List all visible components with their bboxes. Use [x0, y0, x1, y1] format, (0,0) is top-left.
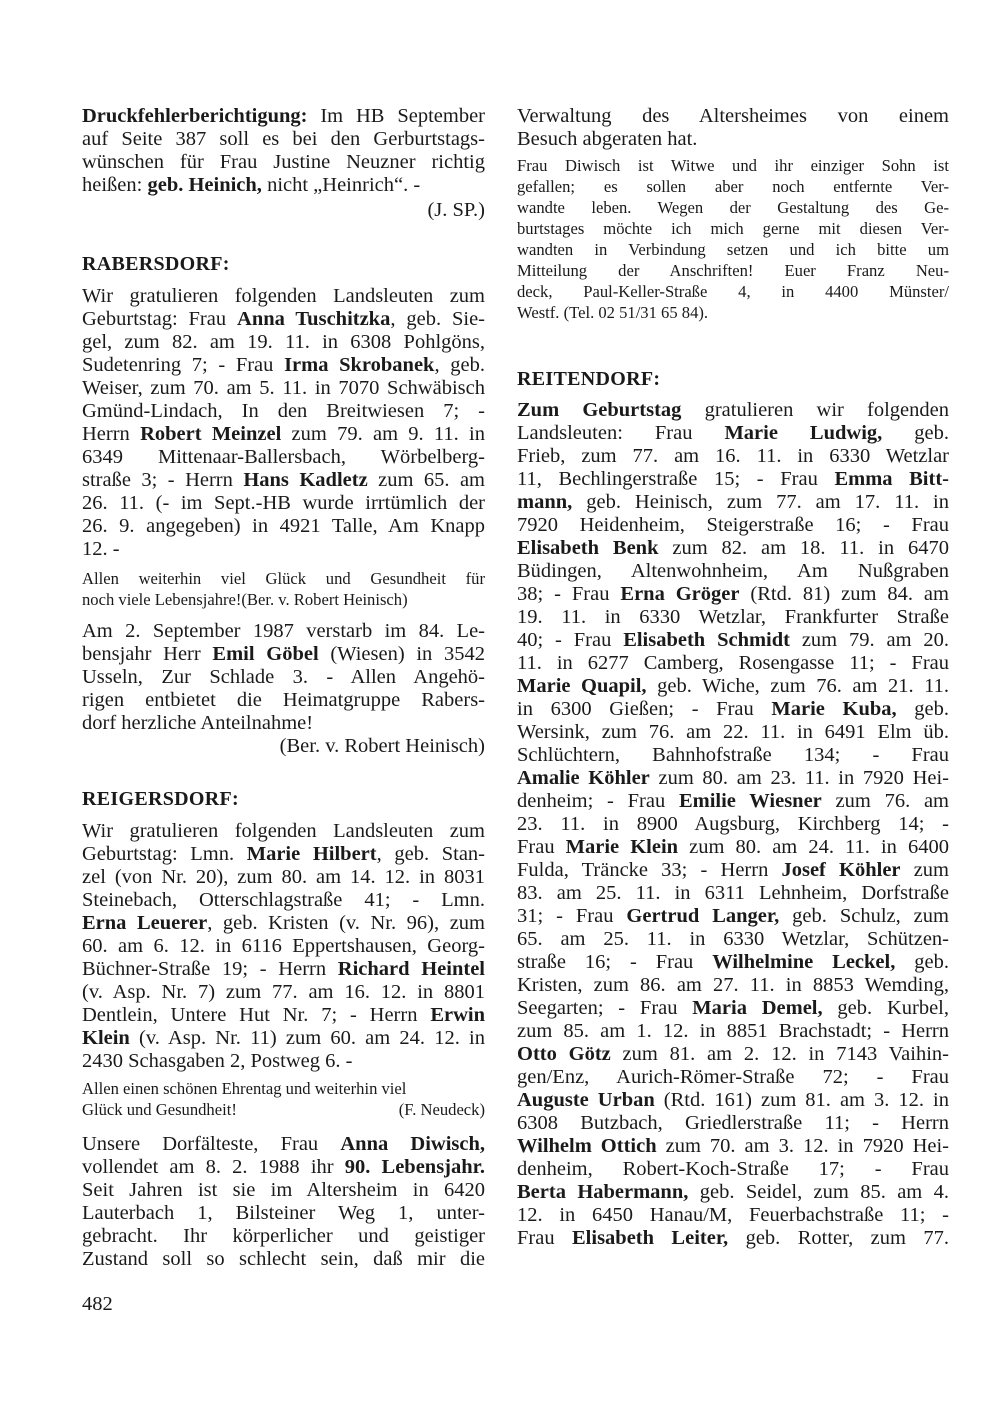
bold-name: Amalie Köhler [517, 767, 650, 789]
text-segment: 31; - Frau [517, 905, 627, 927]
text-line [517, 675, 949, 698]
page-number: 482 [82, 1293, 113, 1315]
text-line [517, 155, 949, 176]
bold-name: Marie Quapil, [517, 675, 647, 697]
text-line [517, 537, 949, 560]
attribution: (J. SP.) [427, 199, 485, 221]
section-heading: REIGERSDORF: [82, 788, 239, 810]
text-segment: 6308 Butzbach, Griedlerstraße 11; - Herrn [517, 1112, 949, 1134]
text-line [82, 820, 485, 843]
text-segment: Seegarten; - Frau [517, 997, 693, 1019]
text-line [82, 620, 485, 643]
text-segment: Usseln, Zur Schlade 3. - Allen Angehö- [82, 666, 485, 688]
text-line [82, 666, 485, 689]
text-segment: heißen: [82, 174, 148, 196]
text-line [517, 105, 949, 128]
text-line [517, 767, 949, 790]
text-line [517, 281, 949, 302]
text-line [82, 423, 485, 446]
text-segment: Im HB September [307, 105, 485, 127]
paragraph [82, 620, 485, 735]
text-line [517, 197, 949, 218]
text-line [82, 1248, 485, 1271]
text-line [82, 1078, 485, 1099]
text-line [517, 1043, 949, 1066]
text-line [517, 1181, 949, 1204]
text-segment: zum 82. am 18. 11. in 6470 [658, 537, 949, 559]
bold-name: Marie Hilbert [246, 843, 377, 865]
text-line [82, 1225, 485, 1248]
paragraph [517, 399, 949, 1250]
text-segment: zum 79. am 9. 11. in [281, 423, 485, 445]
text-line [517, 813, 949, 836]
text-line [82, 331, 485, 354]
text-segment: straße 3; - Herrn [82, 469, 244, 491]
text-line [517, 1066, 949, 1089]
text-segment: Verwaltung des Altersheimes von einem [517, 105, 949, 127]
small-paragraph [82, 568, 485, 610]
text-line [517, 1135, 949, 1158]
text-segment: auf Seite 387 soll es bei den Gerburtstags- [82, 128, 485, 150]
text-segment: 2430 Schasgaben 2, Postweg 6. - [82, 1050, 353, 1072]
text-segment: dorf herzliche Anteilnahme! [82, 712, 314, 734]
section-heading: REITENDORF: [517, 368, 661, 390]
text-segment: zum 65. am [367, 469, 485, 491]
text-line [517, 974, 949, 997]
text-segment: geb. [895, 951, 949, 973]
text-line [517, 1204, 949, 1227]
section-heading: RABERSDORF: [82, 253, 230, 275]
text-segment: geb. Heinisch, zum 77. am 17. 11. in [572, 491, 949, 513]
text-line [517, 583, 949, 606]
text-segment: nicht „Heinrich“. - [261, 174, 421, 196]
text-segment: vollendet am 8. 2. 1988 ihr [82, 1156, 345, 1178]
text-line [82, 1133, 485, 1156]
text-segment: zum 70. am 3. 12. in 7920 Hei- [656, 1135, 949, 1157]
text-segment: 83. am 25. 11. in 6311 Lehnheim, Dorfstraße [517, 882, 949, 904]
text-line [517, 399, 949, 422]
text-segment: Zustand soll so schlecht sein, daß mir die [82, 1248, 485, 1270]
text-segment: , geb. Stan- [376, 843, 485, 865]
text-segment: Frau [517, 836, 566, 858]
bold-name: Erwin [430, 1004, 485, 1026]
text-segment: Lauterbach 1, Bilsteiner Weg 1, unter- [82, 1202, 485, 1224]
text-segment: 11, Bechlingerstraße 15; - Frau [517, 468, 835, 490]
text-segment: , geb. [434, 354, 485, 376]
text-segment: denheim; - Frau [517, 790, 679, 812]
text-line [82, 151, 485, 174]
text-line [82, 354, 485, 377]
text-line [517, 560, 949, 583]
bold-name: Irma Skrobanek [284, 354, 435, 376]
text-line [82, 866, 485, 889]
text-segment: zum 85. am 1. 12. in 8851 Brachstadt; - Herrn [517, 1020, 949, 1042]
text-line [82, 515, 485, 538]
text-line [82, 105, 485, 128]
text-segment: 60. am 6. 12. in 6116 Eppertshausen, Georg- [82, 935, 485, 957]
text-segment: Büchner-Straße 19; - Herrn [82, 958, 338, 980]
text-line [517, 1112, 949, 1135]
paragraph [82, 820, 485, 1073]
text-segment: zum 80. am 23. 11. in 7920 Hei- [649, 767, 949, 789]
text-segment: rigen entbietet die Heimatgruppe Rabers- [82, 689, 485, 711]
text-line [82, 935, 485, 958]
bold-name: Marie Klein [565, 836, 679, 858]
text-segment: Dentlein, Untere Hut Nr. 7; - Herrn [82, 1004, 431, 1026]
small-paragraph [517, 155, 949, 323]
text-segment: 12. in 6450 Hanau/M, Feuerbachstraße 11; - [517, 1204, 949, 1226]
bold-name: Robert Meinzel [140, 423, 282, 445]
bold-name: Elisabeth Schmidt [623, 629, 790, 651]
text-line [82, 643, 485, 666]
text-segment: noch viele Lebensjahre!(Ber. v. Robert Heinisch) [82, 590, 408, 609]
text-line [517, 882, 949, 905]
text-segment: straße 16; - Frau [517, 951, 713, 973]
text-segment: Besuch abgeraten hat. [517, 128, 698, 150]
text-segment: wandten in Verbindung setzen und ich bitte um [517, 240, 949, 259]
text-line [82, 889, 485, 912]
text-line [82, 377, 485, 400]
bold-name: Anna Diwisch, [340, 1133, 485, 1155]
text-line [82, 1202, 485, 1225]
bold-name: geb. Heinich, [147, 174, 262, 196]
text-segment: (v. Asp. Nr. 7) zum 77. am 16. 12. in 8801 [82, 981, 485, 1003]
bold-name: Druckfehlerberichtigung: [82, 105, 308, 127]
text-segment: Kristen, zum 86. am 27. 11. in 8853 Wemding, [517, 974, 949, 996]
text-segment: geb. Seidel, zum 85. am 4. [688, 1181, 949, 1203]
text-segment: Geburtstag: Frau [82, 308, 238, 330]
small-paragraph [82, 1078, 485, 1099]
bold-name: Berta Habermann, [517, 1181, 689, 1203]
text-segment: Gmünd-Lindach, In den Breitwiesen 7; - [82, 400, 485, 422]
attribution: (Ber. v. Robert Heinisch) [279, 735, 485, 757]
text-line [82, 843, 485, 866]
text-line [517, 422, 949, 445]
text-line [517, 652, 949, 675]
text-line [517, 239, 949, 260]
text-line [517, 744, 949, 767]
text-line [517, 905, 949, 928]
text-segment: Sudetenring 7; - Frau [82, 354, 285, 376]
text-segment: gefallen; es sollen aber noch entfernte Ver- [517, 177, 949, 196]
text-segment: Frau [517, 1227, 572, 1249]
text-segment: Allen einen schönen Ehrentag und weiterhin viel [82, 1079, 407, 1098]
text-segment: 19. 11. in 6330 Wetzlar, Frankfurter Straße [517, 606, 949, 628]
text-segment: zum 76. am [821, 790, 949, 812]
text-line [82, 174, 485, 197]
text-segment: bensjahr Herr [82, 643, 213, 665]
text-segment: denheim, Robert-Koch-Straße 17; - Frau [517, 1158, 949, 1180]
bold-name: Emma Bitt- [834, 468, 949, 490]
text-line [82, 958, 485, 981]
text-segment: zum 80. am 24. 11. in 6400 [678, 836, 949, 858]
text-line [517, 468, 949, 491]
bold-name: Josef Köhler [781, 859, 901, 881]
text-line [517, 302, 949, 323]
text-line [82, 712, 485, 735]
bold-name: Emilie Wiesner [678, 790, 822, 812]
text-segment: Seit Jahren ist sie im Altersheim in 6420 [82, 1179, 485, 1201]
text-segment: 26. 9. angegeben) in 4921 Talle, Am Knapp [82, 515, 485, 537]
paragraph [82, 285, 485, 561]
text-segment: Am 2. September 1987 verstarb im 84. Le- [82, 620, 485, 642]
bold-name: mann, [517, 491, 573, 513]
bold-name: Maria Demel, [692, 997, 823, 1019]
text-segment: (Wiesen) in 3542 [318, 643, 485, 665]
text-segment: zum 81. am 2. 12. in 7143 Vaihin- [610, 1043, 949, 1065]
text-line [517, 445, 949, 468]
text-segment: gel, zum 82. am 19. 11. in 6308 Pohlgöns, [82, 331, 485, 353]
text-line [517, 176, 949, 197]
bold-name: Hans Kadletz [243, 469, 368, 491]
text-segment: wünschen für Frau Justine Neuzner richtig [82, 151, 485, 173]
text-line [82, 568, 485, 589]
bold-name: Erna Leuerer [82, 912, 208, 934]
text-segment: burtstages möchte ich mich gerne mit diesen Ver- [517, 219, 949, 238]
text-segment: geb. Schulz, zum [779, 905, 949, 927]
text-segment: , geb. Kristen (v. Nr. 96), zum [207, 912, 485, 934]
bold-name: Otto Götz [517, 1043, 611, 1065]
text-line [517, 1227, 949, 1250]
text-line [82, 981, 485, 1004]
text-segment: Steinebach, Otterschlagstraße 41; - Lmn. [82, 889, 485, 911]
text-line [517, 721, 949, 744]
text-line [82, 1179, 485, 1202]
text-segment: Herrn [82, 423, 141, 445]
text-segment: zel (von Nr. 20), zum 80. am 14. 12. in 8031 [82, 866, 485, 888]
text-segment: gebracht. Ihr körperlicher und geistiger [82, 1225, 485, 1247]
closing-line [82, 1099, 485, 1120]
bold-name: Erna Gröger [620, 583, 740, 605]
bold-name: 90. Lebensjahr. [344, 1156, 485, 1178]
attribution: (F. Neudeck) [398, 1100, 485, 1119]
closing-text: Glück und Gesundheit! [82, 1100, 237, 1119]
text-segment: Büdingen, Altenwohnheim, Am Nußgraben [517, 560, 949, 582]
paragraph [82, 1133, 485, 1271]
bold-name: Elisabeth Benk [517, 537, 659, 559]
text-segment: Mitteilung der Anschriften! Euer Franz Neu- [517, 261, 949, 280]
text-segment: gratulieren wir folgenden [681, 399, 949, 421]
text-line [517, 997, 949, 1020]
text-line [517, 951, 949, 974]
text-segment: geb. [882, 422, 949, 444]
text-segment: 7920 Heidenheim, Steigerstraße 16; - Frau [517, 514, 949, 536]
text-segment: Wersink, zum 76. am 22. 11. in 6491 Elm üb. [517, 721, 949, 743]
text-line [82, 689, 485, 712]
text-line [82, 492, 485, 515]
text-line [82, 400, 485, 423]
text-line [82, 538, 485, 561]
text-segment: 12. - [82, 538, 120, 560]
text-line [82, 589, 485, 610]
bold-name: Gertrud Langer, [626, 905, 780, 927]
text-line [517, 514, 949, 537]
text-line [517, 698, 949, 721]
text-segment: zum [900, 859, 949, 881]
text-segment: Weiser, zum 70. am 5. 11. in 7070 Schwäbisch [82, 377, 485, 399]
text-line [517, 1089, 949, 1112]
text-segment: Frau Diwisch ist Witwe und ihr einziger Sohn ist [517, 156, 949, 175]
bold-name: Elisabeth Leiter, [572, 1227, 729, 1249]
text-line [82, 1004, 485, 1027]
text-segment: 38; - Frau [517, 583, 621, 605]
text-line [517, 790, 949, 813]
bold-name: Klein [82, 1027, 130, 1049]
bold-name: Richard Heintel [337, 958, 485, 980]
text-line [82, 912, 485, 935]
text-segment: (v. Asp. Nr. 11) zum 60. am 24. 12. in [129, 1027, 485, 1049]
text-line [517, 1158, 949, 1181]
text-segment: 65. am 25. 11. in 6330 Wetzlar, Schützen- [517, 928, 949, 950]
text-line [517, 859, 949, 882]
bold-name: Auguste Urban [517, 1089, 655, 1111]
bold-name: Wilhelmine Leckel, [712, 951, 896, 973]
text-segment: (Rtd. 81) zum 84. am [739, 583, 949, 605]
text-segment: (Rtd. 161) zum 81. am 3. 12. in [654, 1089, 950, 1111]
text-segment: Unsere Dorfälteste, Frau [82, 1133, 341, 1155]
text-line [82, 469, 485, 492]
text-segment: 26. 11. (- im Sept.-HB wurde irrtümlich der [82, 492, 485, 514]
text-line [82, 1050, 485, 1073]
text-line [82, 446, 485, 469]
text-line [517, 928, 949, 951]
text-segment: zum 79. am 20. [789, 629, 949, 651]
text-line [82, 1156, 485, 1179]
text-line [517, 1020, 949, 1043]
bold-name: Emil Göbel [212, 643, 319, 665]
text-line [517, 606, 949, 629]
text-segment: Geburtstag: Lmn. [82, 843, 247, 865]
text-segment: 23. 11. in 8900 Augsburg, Kirchberg 14; - [517, 813, 949, 835]
text-line [82, 1027, 485, 1050]
bold-name: Marie Kuba, [771, 698, 897, 720]
text-segment: Landsleuten: Frau [517, 422, 725, 444]
paragraph [82, 105, 485, 197]
text-segment: geb. [896, 698, 949, 720]
text-line [82, 308, 485, 331]
text-segment: deck, Paul-Keller-Straße 4, in 4400 Münster/ [517, 282, 949, 301]
text-segment: 6349 Mittenaar-Ballersbach, Wörbelberg- [82, 446, 485, 468]
paragraph [517, 105, 949, 151]
text-segment: wandte leben. Wegen der Gestaltung des Ge- [517, 198, 949, 217]
text-line [517, 260, 949, 281]
text-line [517, 491, 949, 514]
text-segment: geb. Rotter, zum 77. [728, 1227, 950, 1249]
text-segment: Allen weiterhin viel Glück und Gesundheit für [82, 569, 485, 588]
text-segment: geb. Wiche, zum 76. am 21. 11. [646, 675, 949, 697]
text-line [517, 629, 949, 652]
text-segment: 11. in 6277 Camberg, Rosengasse 11; - Frau [517, 652, 949, 674]
text-line [517, 128, 949, 151]
bold-name: Zum Geburtstag [517, 399, 682, 421]
text-segment: Schlüchtern, Bahnhofstraße 134; - Frau [517, 744, 949, 766]
text-line [517, 218, 949, 239]
text-segment: Fulda, Tränckе 33; - Herrn [517, 859, 782, 881]
text-segment: gen/Enz, Aurich-Römer-Straße 72; - Frau [517, 1066, 949, 1088]
text-segment: Wir gratulieren folgenden Landsleuten zum [82, 285, 485, 307]
bold-name: Anna Tuschitzka [237, 308, 391, 330]
text-line [82, 128, 485, 151]
bold-name: Wilhelm Ottich [517, 1135, 657, 1157]
text-segment: in 6300 Gießen; - Frau [517, 698, 772, 720]
bold-name: Marie Ludwig, [724, 422, 883, 444]
text-line [517, 836, 949, 859]
text-segment: , geb. Sie- [390, 308, 485, 330]
text-segment: Frieb, zum 77. am 16. 11. in 6330 Wetzlar [517, 445, 949, 467]
text-segment: 40; - Frau [517, 629, 624, 651]
text-segment: Wir gratulieren folgenden Landsleuten zum [82, 820, 485, 842]
text-segment: geb. Kurbel, [822, 997, 949, 1019]
text-line [82, 285, 485, 308]
text-segment: Westf. (Tel. 02 51/31 65 84). [517, 303, 709, 322]
